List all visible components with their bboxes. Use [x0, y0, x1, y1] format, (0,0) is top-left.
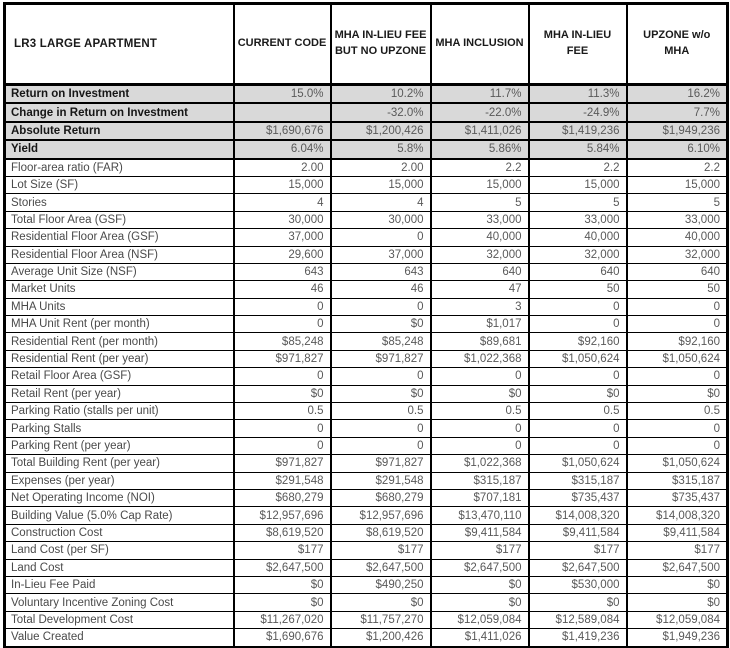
cell-value: $0 [331, 385, 431, 402]
cell-value: $1,050,624 [627, 455, 728, 472]
cell-value: $291,548 [234, 472, 331, 489]
cell-value: $13,470,110 [431, 507, 529, 524]
row-label: Total Development Cost [5, 611, 234, 628]
table-row [5, 611, 728, 628]
row-label: Average Unit Size (NSF) [5, 263, 234, 280]
table-row [5, 524, 728, 541]
cell-value: 5.8% [331, 140, 431, 158]
table-row [5, 455, 728, 472]
cell-value: $1,419,236 [529, 122, 627, 140]
cell-value: $0 [627, 385, 728, 402]
cell-value: 33,000 [431, 211, 529, 228]
table-row [5, 103, 728, 121]
cell-value: 5.84% [529, 140, 627, 158]
cell-value: $1,690,676 [234, 122, 331, 140]
cell-value: 0 [234, 420, 331, 437]
cell-value: $1,017 [431, 316, 529, 333]
cell-value: 47 [431, 281, 529, 298]
row-label: Parking Stalls [5, 420, 234, 437]
cell-value: $0 [627, 594, 728, 611]
cell-value: $92,160 [627, 333, 728, 350]
cell-value: 30,000 [331, 211, 431, 228]
cell-value: $2,647,500 [529, 559, 627, 576]
table-body [5, 85, 728, 648]
cell-value: $971,827 [234, 455, 331, 472]
row-label: Total Floor Area (GSF) [5, 211, 234, 228]
cell-value: 15,000 [331, 176, 431, 193]
cell-value: 30,000 [234, 211, 331, 228]
table-row [5, 559, 728, 576]
row-label: Lot Size (SF) [5, 176, 234, 193]
row-label: Building Value (5.0% Cap Rate) [5, 507, 234, 524]
cell-value: $12,589,084 [529, 611, 627, 628]
cell-value: 50 [529, 281, 627, 298]
column-header-upzone-without-mha: UPZONE w/o MHA [627, 4, 728, 85]
cell-value: 37,000 [331, 246, 431, 263]
cell-value: $0 [529, 385, 627, 402]
cell-value: 0 [331, 437, 431, 454]
cell-value: 11.7% [431, 85, 529, 104]
cell-value: 11.3% [529, 85, 627, 104]
row-label: Value Created [5, 629, 234, 647]
row-label: Floor-area ratio (FAR) [5, 159, 234, 177]
cell-value: $0 [331, 316, 431, 333]
row-label: Stories [5, 194, 234, 211]
header-row [5, 4, 728, 85]
cell-value: 0 [529, 316, 627, 333]
row-label: Total Building Rent (per year) [5, 455, 234, 472]
cell-value: 33,000 [627, 211, 728, 228]
cell-value: 2.2 [627, 159, 728, 177]
cell-value: $12,059,084 [431, 611, 529, 628]
cell-value: $0 [331, 594, 431, 611]
table-row [5, 420, 728, 437]
cell-value: $1,411,026 [431, 629, 529, 647]
cell-value: $0 [529, 594, 627, 611]
cell-value: 10.2% [331, 85, 431, 104]
cell-value: 2.00 [331, 159, 431, 177]
cell-value: 0 [627, 368, 728, 385]
cell-value: 0 [529, 298, 627, 315]
row-label: Retail Rent (per year) [5, 385, 234, 402]
cell-value: 3 [431, 298, 529, 315]
row-label: Market Units [5, 281, 234, 298]
cell-value: 640 [627, 263, 728, 280]
row-label: Absolute Return [5, 122, 234, 140]
cell-value: $971,827 [234, 350, 331, 367]
cell-value: $971,827 [331, 455, 431, 472]
cell-value: $0 [234, 594, 331, 611]
table-row [5, 194, 728, 211]
cell-value: $177 [627, 542, 728, 559]
cell-value: $14,008,320 [627, 507, 728, 524]
cell-value: $707,181 [431, 489, 529, 506]
cell-value: 33,000 [529, 211, 627, 228]
cell-value: 0 [529, 368, 627, 385]
column-header-mha-in-lieu-fee: MHA IN-LIEU FEE [529, 4, 627, 85]
cell-value: 0 [529, 420, 627, 437]
cell-value: $8,619,520 [331, 524, 431, 541]
cell-value: 7.7% [627, 103, 728, 121]
cell-value: 0.5 [331, 403, 431, 420]
cell-value: 0.5 [627, 403, 728, 420]
row-label: Land Cost (per SF) [5, 542, 234, 559]
cell-value: $11,267,020 [234, 611, 331, 628]
cell-value: $89,681 [431, 333, 529, 350]
cell-value: -24.9% [529, 103, 627, 121]
cell-value: $0 [627, 576, 728, 593]
cell-value: $0 [234, 576, 331, 593]
row-label: Land Cost [5, 559, 234, 576]
cell-value: $9,411,584 [627, 524, 728, 541]
cell-value: $0 [431, 594, 529, 611]
cell-value: 643 [234, 263, 331, 280]
cell-value: $85,248 [234, 333, 331, 350]
cell-value: $1,411,026 [431, 122, 529, 140]
row-label: Parking Ratio (stalls per unit) [5, 403, 234, 420]
row-label: Retail Floor Area (GSF) [5, 368, 234, 385]
table-row [5, 122, 728, 140]
cell-value: $2,647,500 [331, 559, 431, 576]
table-row [5, 298, 728, 315]
cell-value: $1,419,236 [529, 629, 627, 647]
cell-value: 4 [331, 194, 431, 211]
cell-value: 0.5 [529, 403, 627, 420]
cell-value: $680,279 [234, 489, 331, 506]
table-row [5, 176, 728, 193]
row-label: In-Lieu Fee Paid [5, 576, 234, 593]
cell-value: 5.86% [431, 140, 529, 158]
table-row [5, 333, 728, 350]
cell-value: 0 [431, 437, 529, 454]
cell-value: 0 [529, 437, 627, 454]
row-label: Expenses (per year) [5, 472, 234, 489]
table-row [5, 263, 728, 280]
cell-value: 2.2 [529, 159, 627, 177]
cell-value: 0 [234, 316, 331, 333]
row-label: Residential Rent (per month) [5, 333, 234, 350]
cell-value: 4 [234, 194, 331, 211]
table-row [5, 403, 728, 420]
cell-value: $1,050,624 [529, 455, 627, 472]
cell-value: 0 [331, 298, 431, 315]
table-row [5, 159, 728, 177]
cell-value: 0 [331, 229, 431, 246]
row-label: Net Operating Income (NOI) [5, 489, 234, 506]
cell-value: $1,050,624 [627, 350, 728, 367]
cell-value: 0 [627, 298, 728, 315]
cell-value: 0 [234, 368, 331, 385]
pro-forma-table [3, 2, 729, 648]
table-row [5, 229, 728, 246]
cell-value: 0 [431, 420, 529, 437]
cell-value: $291,548 [331, 472, 431, 489]
table-row [5, 629, 728, 647]
cell-value: -22.0% [431, 103, 529, 121]
table-row [5, 489, 728, 506]
cell-value: $92,160 [529, 333, 627, 350]
row-label: Return on Investment [5, 85, 234, 104]
cell-value: 15.0% [234, 85, 331, 104]
cell-value: 5 [431, 194, 529, 211]
cell-value: $1,050,624 [529, 350, 627, 367]
cell-value: 40,000 [431, 229, 529, 246]
cell-value: $0 [431, 576, 529, 593]
cell-value: 0 [627, 316, 728, 333]
cell-value: $12,957,696 [234, 507, 331, 524]
cell-value: 5 [627, 194, 728, 211]
row-label: Parking Rent (per year) [5, 437, 234, 454]
cell-value: $12,059,084 [627, 611, 728, 628]
cell-value: $530,000 [529, 576, 627, 593]
cell-value: $735,437 [627, 489, 728, 506]
cell-value: $177 [431, 542, 529, 559]
table-row [5, 542, 728, 559]
cell-value: $85,248 [331, 333, 431, 350]
cell-value: $1,022,368 [431, 350, 529, 367]
cell-value: 0 [627, 437, 728, 454]
cell-value: 6.10% [627, 140, 728, 158]
row-label: Yield [5, 140, 234, 158]
column-header-current-code: CURRENT CODE [234, 4, 331, 85]
cell-value: 40,000 [627, 229, 728, 246]
cell-value: $1,949,236 [627, 629, 728, 647]
cell-value: $315,187 [627, 472, 728, 489]
cell-value: 29,600 [234, 246, 331, 263]
cell-value: $1,949,236 [627, 122, 728, 140]
cell-value: 32,000 [529, 246, 627, 263]
table-row [5, 281, 728, 298]
cell-value: 46 [234, 281, 331, 298]
table-title: LR3 LARGE APARTMENT [5, 4, 234, 85]
row-label: Residential Floor Area (GSF) [5, 229, 234, 246]
cell-value: 37,000 [234, 229, 331, 246]
row-label: Change in Return on Investment [5, 103, 234, 121]
table-row [5, 211, 728, 228]
cell-value: 640 [529, 263, 627, 280]
cell-value: $2,647,500 [627, 559, 728, 576]
cell-value: $735,437 [529, 489, 627, 506]
cell-value [234, 103, 331, 121]
cell-value: $11,757,270 [331, 611, 431, 628]
row-label: Construction Cost [5, 524, 234, 541]
cell-value: 643 [331, 263, 431, 280]
cell-value: $9,411,584 [529, 524, 627, 541]
cell-value: 15,000 [234, 176, 331, 193]
cell-value: 0.5 [431, 403, 529, 420]
table-row [5, 576, 728, 593]
cell-value: 40,000 [529, 229, 627, 246]
cell-value: 0 [331, 368, 431, 385]
cell-value: $315,187 [529, 472, 627, 489]
cell-value: $490,250 [331, 576, 431, 593]
cell-value: $14,008,320 [529, 507, 627, 524]
cell-value: $8,619,520 [234, 524, 331, 541]
table-row [5, 85, 728, 104]
cell-value: $0 [234, 385, 331, 402]
cell-value: $971,827 [331, 350, 431, 367]
column-header-mha-in-lieu-fee-no-upzone: MHA IN-LIEU FEE BUT NO UPZONE [331, 4, 431, 85]
cell-value: -32.0% [331, 103, 431, 121]
cell-value: $1,200,426 [331, 629, 431, 647]
cell-value: 2.2 [431, 159, 529, 177]
cell-value: $0 [431, 385, 529, 402]
cell-value: $1,200,426 [331, 122, 431, 140]
table-row [5, 594, 728, 611]
table-row [5, 437, 728, 454]
row-label: Residential Floor Area (NSF) [5, 246, 234, 263]
table-row [5, 385, 728, 402]
cell-value: 50 [627, 281, 728, 298]
row-label: Voluntary Incentive Zoning Cost [5, 594, 234, 611]
cell-value: 6.04% [234, 140, 331, 158]
cell-value: 46 [331, 281, 431, 298]
cell-value: 0 [431, 368, 529, 385]
column-header-mha-inclusion: MHA INCLUSION [431, 4, 529, 85]
table-row [5, 316, 728, 333]
cell-value: 15,000 [431, 176, 529, 193]
cell-value: $177 [331, 542, 431, 559]
cell-value: $2,647,500 [234, 559, 331, 576]
cell-value: 0 [234, 437, 331, 454]
cell-value: $315,187 [431, 472, 529, 489]
table-header [5, 4, 728, 85]
row-label: MHA Unit Rent (per month) [5, 316, 234, 333]
cell-value: 0 [331, 420, 431, 437]
cell-value: 0 [234, 298, 331, 315]
table-row [5, 507, 728, 524]
cell-value: $1,022,368 [431, 455, 529, 472]
cell-value: 0.5 [234, 403, 331, 420]
cell-value: 0 [627, 420, 728, 437]
cell-value: $1,690,676 [234, 629, 331, 647]
cell-value: 16.2% [627, 85, 728, 104]
cell-value: 640 [431, 263, 529, 280]
cell-value: 32,000 [627, 246, 728, 263]
cell-value: $9,411,584 [431, 524, 529, 541]
table-row [5, 140, 728, 158]
table-row [5, 472, 728, 489]
row-label: MHA Units [5, 298, 234, 315]
cell-value: $177 [529, 542, 627, 559]
cell-value: 32,000 [431, 246, 529, 263]
cell-value: 15,000 [529, 176, 627, 193]
cell-value: 15,000 [627, 176, 728, 193]
table-row [5, 350, 728, 367]
cell-value: 5 [529, 194, 627, 211]
cell-value: $177 [234, 542, 331, 559]
table-row [5, 246, 728, 263]
cell-value: $680,279 [331, 489, 431, 506]
cell-value: $12,957,696 [331, 507, 431, 524]
cell-value: $2,647,500 [431, 559, 529, 576]
row-label: Residential Rent (per year) [5, 350, 234, 367]
cell-value: 2.00 [234, 159, 331, 177]
table-row [5, 368, 728, 385]
